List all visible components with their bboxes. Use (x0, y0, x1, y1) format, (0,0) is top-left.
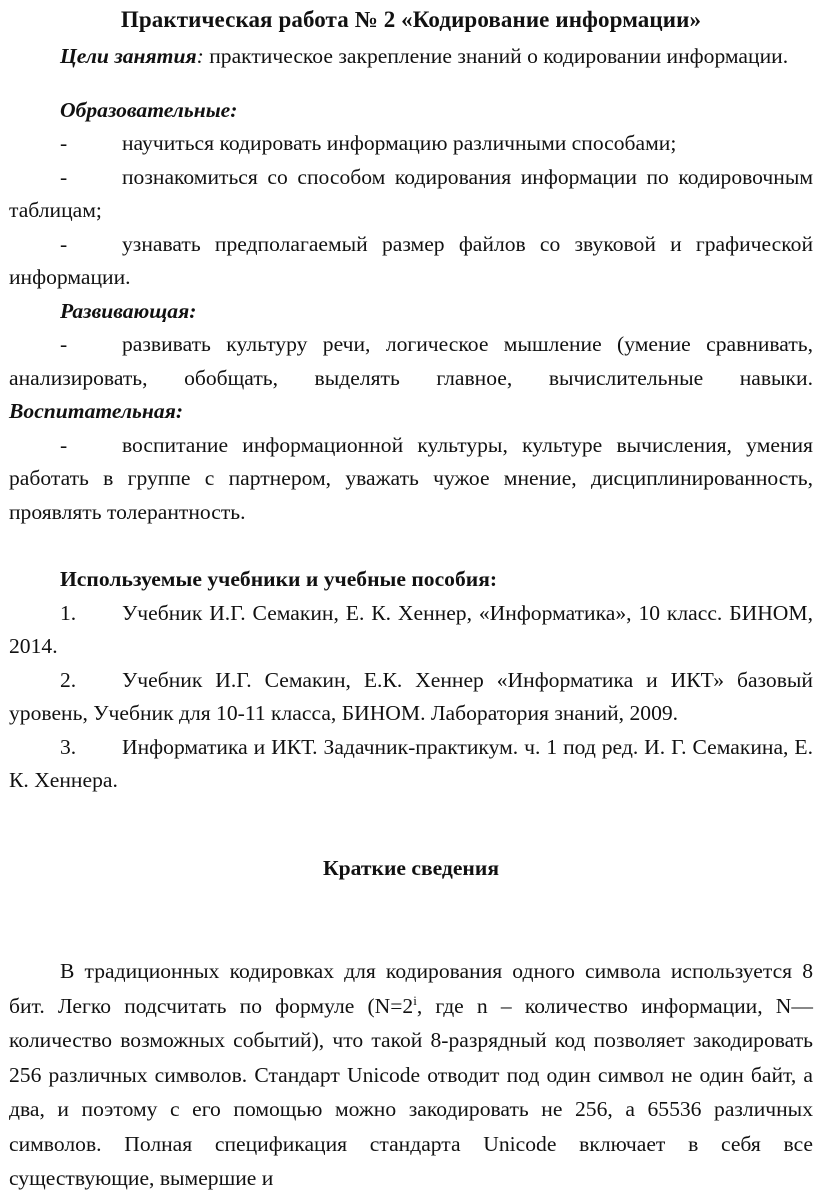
list-marker: - (60, 131, 68, 155)
list-item-text: научиться кодировать информацию различными способами; (122, 131, 677, 155)
educational-item-2 (9, 161, 813, 228)
document-page (9, 0, 813, 1196)
textbook-item-1 (9, 597, 813, 664)
textbook-item-3 (9, 731, 813, 798)
formula-superscript: i (413, 992, 417, 1008)
summary-text-rest: , где n – количество информации, N—количество возможных событий), что такой 8-разрядный код позволяет закодировать 256 различных символов. Стандарт Unicode отводит под один символ не один байт, а два, и поэтому с его помощью можно закодировать не 256, а 65536 различных символов. Полная спецификация стандарта Unicode включает в себя все существующие, вымершие и (9, 993, 813, 1190)
developing-heading: Развивающая: (60, 298, 197, 323)
page-title: Практическая работа № 2 «Кодирование информации» (120, 7, 702, 32)
list-marker: 2. (60, 667, 77, 692)
list-marker: 1. (60, 600, 77, 625)
list-marker: - (60, 432, 68, 457)
list-item-text: узнавать предполагаемый размер файлов со звуковой и графической информации. (9, 231, 813, 289)
list-marker: - (60, 164, 68, 189)
list-marker: - (60, 332, 68, 356)
developing-item (9, 328, 813, 429)
list-item-text: Учебник И.Г. Семакин, Е. К. Хеннер, «Информатика», 10 класс. БИНОМ, 2014. (9, 600, 813, 658)
upbringing-heading: Воспитательная: (9, 399, 184, 423)
educational-item-1 (9, 127, 813, 161)
upbringing-item (9, 429, 813, 530)
list-item-text: воспитание информационной культуры, культуре вычисления, умения работать в группе с партнером, уважать чужое мнение, дисциплинированность, проявлять толерантность. (9, 432, 813, 524)
list-item-text: Информатика и ИКТ. Задачник-практикум. ч. 1 под ред. И. Г. Семакина, Е. К. Хеннера. (9, 734, 813, 792)
educational-heading: Образовательные: (60, 97, 238, 122)
summary-text-start: В традиционных кодировках для кодирования одного символа используется 8 бит. Легко подсчитать по формуле (N=2 (9, 959, 813, 1018)
summary-paragraph (9, 954, 813, 1196)
educational-item-3 (9, 228, 813, 295)
list-marker: - (60, 231, 68, 256)
summary-heading: Краткие сведения (323, 855, 499, 880)
goals-text: практическое закрепление знаний о кодировании информации. (203, 44, 789, 68)
goals-paragraph (9, 40, 813, 74)
list-item-text: Учебник И.Г. Семакин, Е.К. Хеннер «Информатика и ИКТ» базовый уровень, Учебник для 10-11 класса, БИНОМ. Лаборатория знаний, 2009. (9, 667, 813, 725)
textbooks-heading: Используемые учебники и учебные пособия: (60, 567, 498, 591)
list-item-text: развивать культуру речи, логическое мышление (умение сравнивать, анализировать, обобщать, выделять главное, вычислительные навыки. (9, 332, 813, 390)
textbook-item-2 (9, 664, 813, 731)
list-item-text: познакомиться со способом кодирования информации по кодировочным таблицам; (9, 164, 813, 222)
goals-colon: : (196, 44, 204, 68)
goals-label: Цели занятия (60, 44, 197, 68)
list-marker: 3. (60, 734, 77, 759)
